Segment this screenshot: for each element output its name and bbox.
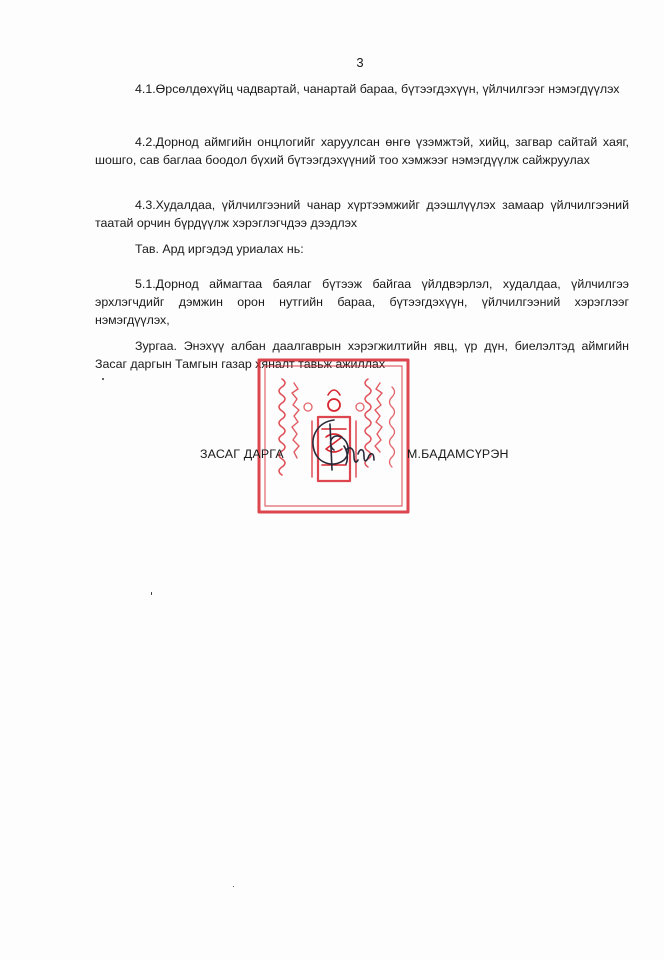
paragraph-4-1: 4.1.Өрсөлдөхүйц чадвартай, чанартай бараа, бүтээгдэхүүн, үйлчилгээг нэмэгдүүлэх xyxy=(135,82,620,96)
scan-speck xyxy=(151,592,152,595)
section-six-paragraph: Зургаа. Энэхүү албан даалгаврын хэрэгжилтийн явц, үр дүн, биелэлтэд аймгийн Засаг даргын Тамгын газар хяналт тавьж ажиллах xyxy=(95,339,629,371)
section-five-heading: Тав. Ард иргэдэд уриалах нь: xyxy=(135,242,304,256)
scan-speck xyxy=(233,886,234,887)
signatory-title: ЗАСАГ ДАРГА xyxy=(200,447,284,461)
page-number: 3 xyxy=(356,55,364,70)
paragraph-5-1: 5.1.Дорнод аймагтаа баялаг бүтээж байгаа үйлдвэрлэл, худалдаа, үйлчилгээ эрхлэгчдийг дэмжин орон нутгийн бараа, бүтээгдэхүүн, үйлчилгээний хэрэглээг нэмэгдүүлэх, xyxy=(95,277,629,327)
scan-speck xyxy=(102,378,104,380)
signatory-name: М.БАДАМСҮРЭН xyxy=(407,447,509,461)
paragraph-4-2: 4.2.Дорнод аймгийн онцлогийг харуулсан өнгө үзэмжтэй, хийц, загвар сайтай хаяг, шошго, сав баглаа боодол бүхий бүтээгдэхүүний тоо хэмжээг нэмэгдүүлж сайжруулах xyxy=(95,135,629,167)
paragraph-4-3: 4.3.Худалдаа, үйлчилгээний чанар хүртээмжийг дээшлүүлэх замаар үйлчилгээний таатай орчин бүрдүүлж хэрэглэгчдээ дээдлэх xyxy=(95,198,629,230)
handwritten-signature xyxy=(304,416,380,474)
